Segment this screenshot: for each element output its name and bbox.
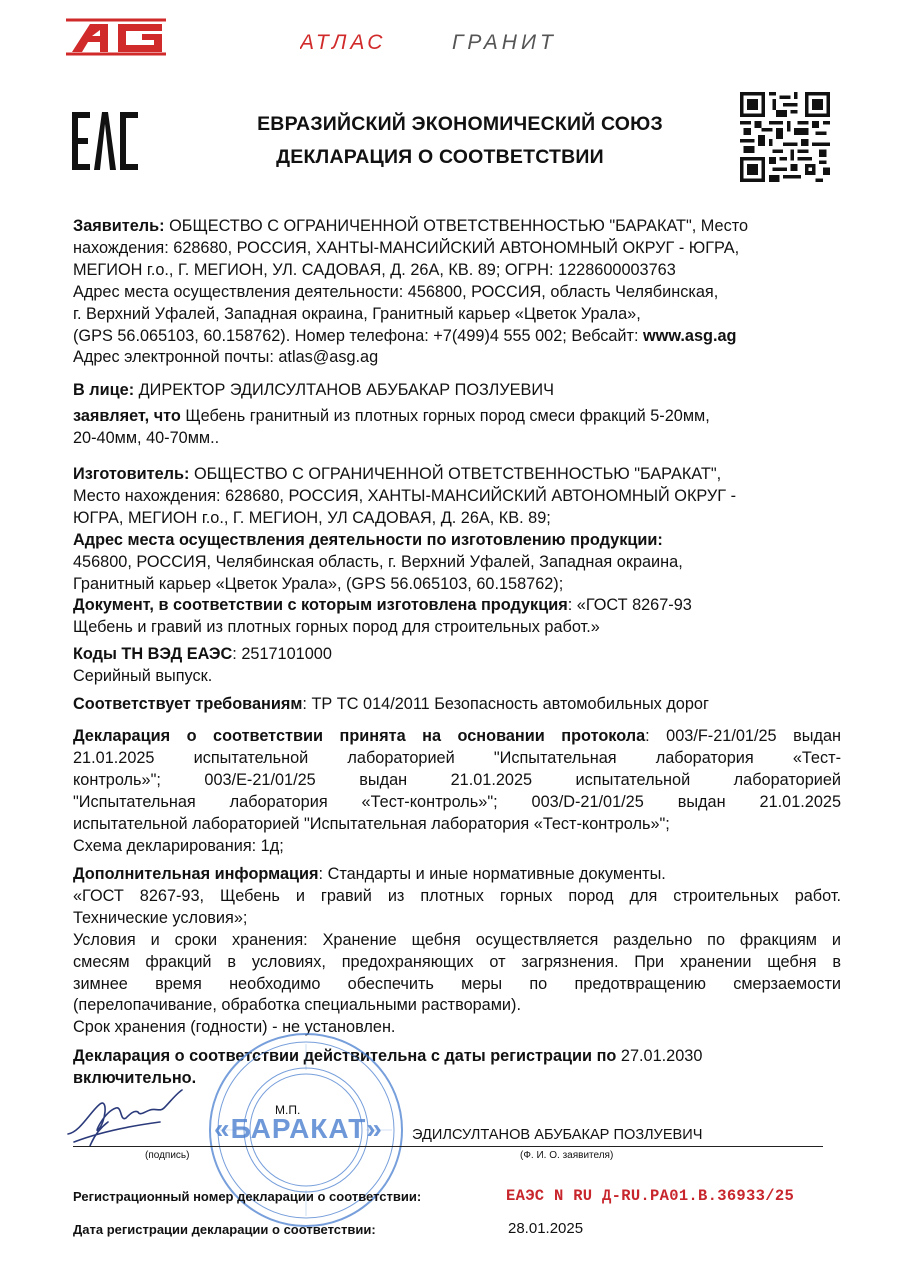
requirements-block [73, 694, 841, 716]
signatory-name: ЭДИЛСУЛТАНОВ АБУБАКАР ПОЗЛУЕВИЧ [412, 1127, 703, 1143]
svg-text:АТЛАС: АТЛАС [300, 31, 387, 53]
svg-text:ГРАНИТ: ГРАНИТ [452, 31, 557, 53]
additional-line: Условия и сроки хранения: Хранение щебня осуществляется раздельно по фракциям и [73, 930, 841, 949]
union-title: ЕВРАЗИЙСКИЙ ЭКОНОМИЧЕСКИЙ СОЮЗ [257, 113, 663, 135]
production-address-line: Гранитный карьер «Цветок Урала», (GPS 56.065103, 60.158762); [73, 574, 564, 593]
atlas-granit-logo [62, 16, 170, 58]
website-link[interactable]: www.asg.ag [643, 326, 737, 345]
validity-label: Декларация о соответствии действительна с даты регистрации по [73, 1047, 617, 1065]
signature-line [73, 1146, 823, 1147]
person-value: ДИРЕКТОР ЭДИЛСУЛТАНОВ АБУБАКАР ПОЗЛУЕВИЧ [134, 381, 554, 399]
additional-line: смесям фракций в условиях, предохраняющих от загрязнения. При хранении щебня в [73, 952, 841, 971]
serial-note: Серийный выпуск. [73, 666, 213, 685]
fio-caption: (Ф. И. О. заявителя) [520, 1150, 614, 1161]
validity-line: включительно. [73, 1068, 197, 1087]
protocol-label: Декларация о соответствии принята на основании протокола [73, 727, 646, 745]
declares-block [73, 406, 841, 450]
additional-line: Технические условия»; [73, 908, 248, 927]
additional-value: : Стандарты и иные нормативные документы. [318, 865, 666, 883]
additional-line: «ГОСТ 8267-93, Щебень и гравий из плотных горных пород для строительных работ. [73, 886, 841, 905]
qr-code-icon [740, 92, 830, 182]
document-line: Щебень и гравий из плотных горных пород для строительных работ.» [73, 618, 600, 637]
manufacturer-block [73, 464, 841, 639]
registration-date: 28.01.2025 [508, 1220, 584, 1237]
codes-value: : 2517101000 [232, 645, 332, 663]
signature-caption: (подпись) [145, 1150, 190, 1161]
stamp-text: «БАРАКАТ» [214, 1113, 383, 1144]
codes-block [73, 644, 841, 688]
manufacturer-line: ОБЩЕСТВО С ОГРАНИЧЕННОЙ ОТВЕТСТВЕННОСТЬЮ "БАРАКАТ", [189, 465, 722, 483]
manufacturer-line: ЮГРА, МЕГИОН г.о., Г. МЕГИОН, УЛ САДОВАЯ, Д. 26А, КВ. 89; [73, 508, 551, 527]
additional-block [73, 864, 841, 1039]
registration-date-label: Дата регистрации декларации о соответствии: [73, 1222, 376, 1237]
product-line: Щебень гранитный из плотных горных пород смеси фракций 5-20мм, [180, 407, 710, 425]
declaration-title: ДЕКЛАРАЦИЯ О СООТВЕТСТВИИ [276, 146, 604, 168]
brand-wordmark [300, 31, 630, 53]
protocol-block [73, 726, 841, 857]
registration-number: ЕАЭС N RU Д-RU.PA01.B.36933/25 [506, 1187, 795, 1205]
manufacturer-label: Изготовитель: [73, 465, 190, 483]
protocol-line: испытательной лабораторией "Испытательная лаборатория «Тест-контроль»"; [73, 814, 670, 833]
applicant-label: Заявитель: [73, 217, 165, 235]
scheme-line: Схема декларирования: 1д; [73, 836, 284, 855]
applicant-line: нахождения: 628680, РОССИЯ, ХАНТЫ-МАНСИЙСКИЙ АВТОНОМНЫЙ ОКРУГ - ЮГРА, [73, 238, 740, 257]
production-address-label: Адрес места осуществления деятельности по изготовлению продукции: [73, 530, 663, 549]
document-value: : «ГОСТ 8267-93 [567, 596, 692, 615]
registration-number-label: Регистрационный номер декларации о соответствии: [73, 1189, 422, 1204]
product-line: 20-40мм, 40-70мм.. [73, 428, 220, 447]
person-label: В лице: [73, 381, 135, 399]
production-address-line: 456800, РОССИЯ, Челябинская область, г. Верхний Уфалей, Западная окраина, [73, 552, 683, 571]
additional-line: зимнее время необходимо обеспечить меры по предотвращению смерзаемости [73, 974, 841, 993]
manufacturer-line: Место нахождения: 628680, РОССИЯ, ХАНТЫ-МАНСИЙСКИЙ АВТОНОМНЫЙ ОКРУГ - [73, 486, 737, 505]
person-block [73, 380, 841, 402]
protocol-line: контроль»"; 003/E-21/01/25 выдан 21.01.2025 испытательной лабораторией [73, 770, 841, 789]
applicant-line: ОБЩЕСТВО С ОГРАНИЧЕННОЙ ОТВЕТСТВЕННОСТЬЮ "БАРАКАТ", Место [164, 217, 749, 235]
requirements-label: Соответствует требованиям [73, 695, 303, 713]
applicant-line: (GPS 56.065103, 60.158762). Номер телефона: +7(499)4 555 002; Вебсайт: [73, 326, 644, 345]
validity-date: 27.01.2030 [616, 1047, 703, 1065]
eac-mark-icon [72, 112, 140, 170]
document-label: Документ, в соответствии с которым изготовлена продукция [73, 596, 568, 615]
email-line: Адрес электронной почты: atlas@asg.ag [73, 348, 379, 367]
stamp-place-label: М.П. [275, 1103, 301, 1117]
signature-mark [60, 1082, 190, 1152]
protocol-value: : 003/F-21/01/25 выдан [645, 727, 841, 745]
applicant-line: Адрес места осуществления деятельности: 456800, РОССИЯ, область Челябинская, [73, 282, 719, 301]
additional-label: Дополнительная информация [73, 865, 319, 883]
additional-line: Срок хранения (годности) - не установлен. [73, 1018, 396, 1037]
declares-label: заявляет, что [73, 407, 181, 425]
applicant-line: МЕГИОН г.о., Г. МЕГИОН, УЛ. САДОВАЯ, Д. 26А, КВ. 89; ОГРН: 1228600003763 [73, 260, 676, 279]
codes-label: Коды ТН ВЭД ЕАЭС [73, 645, 233, 663]
applicant-line: г. Верхний Уфалей, Западная окраина, Гранитный карьер «Цветок Урала», [73, 304, 641, 323]
additional-line: (перелопачивание, обработка специальными растворами). [73, 996, 521, 1015]
protocol-line: 21.01.2025 испытательной лабораторией "Испытательная лаборатория «Тест- [73, 748, 841, 767]
requirements-value: : ТР ТС 014/2011 Безопасность автомобильных дорог [302, 695, 709, 713]
applicant-block [73, 216, 841, 369]
protocol-line: "Испытательная лаборатория «Тест-контроль»"; 003/D-21/01/25 выдан 21.01.2025 [73, 792, 841, 811]
